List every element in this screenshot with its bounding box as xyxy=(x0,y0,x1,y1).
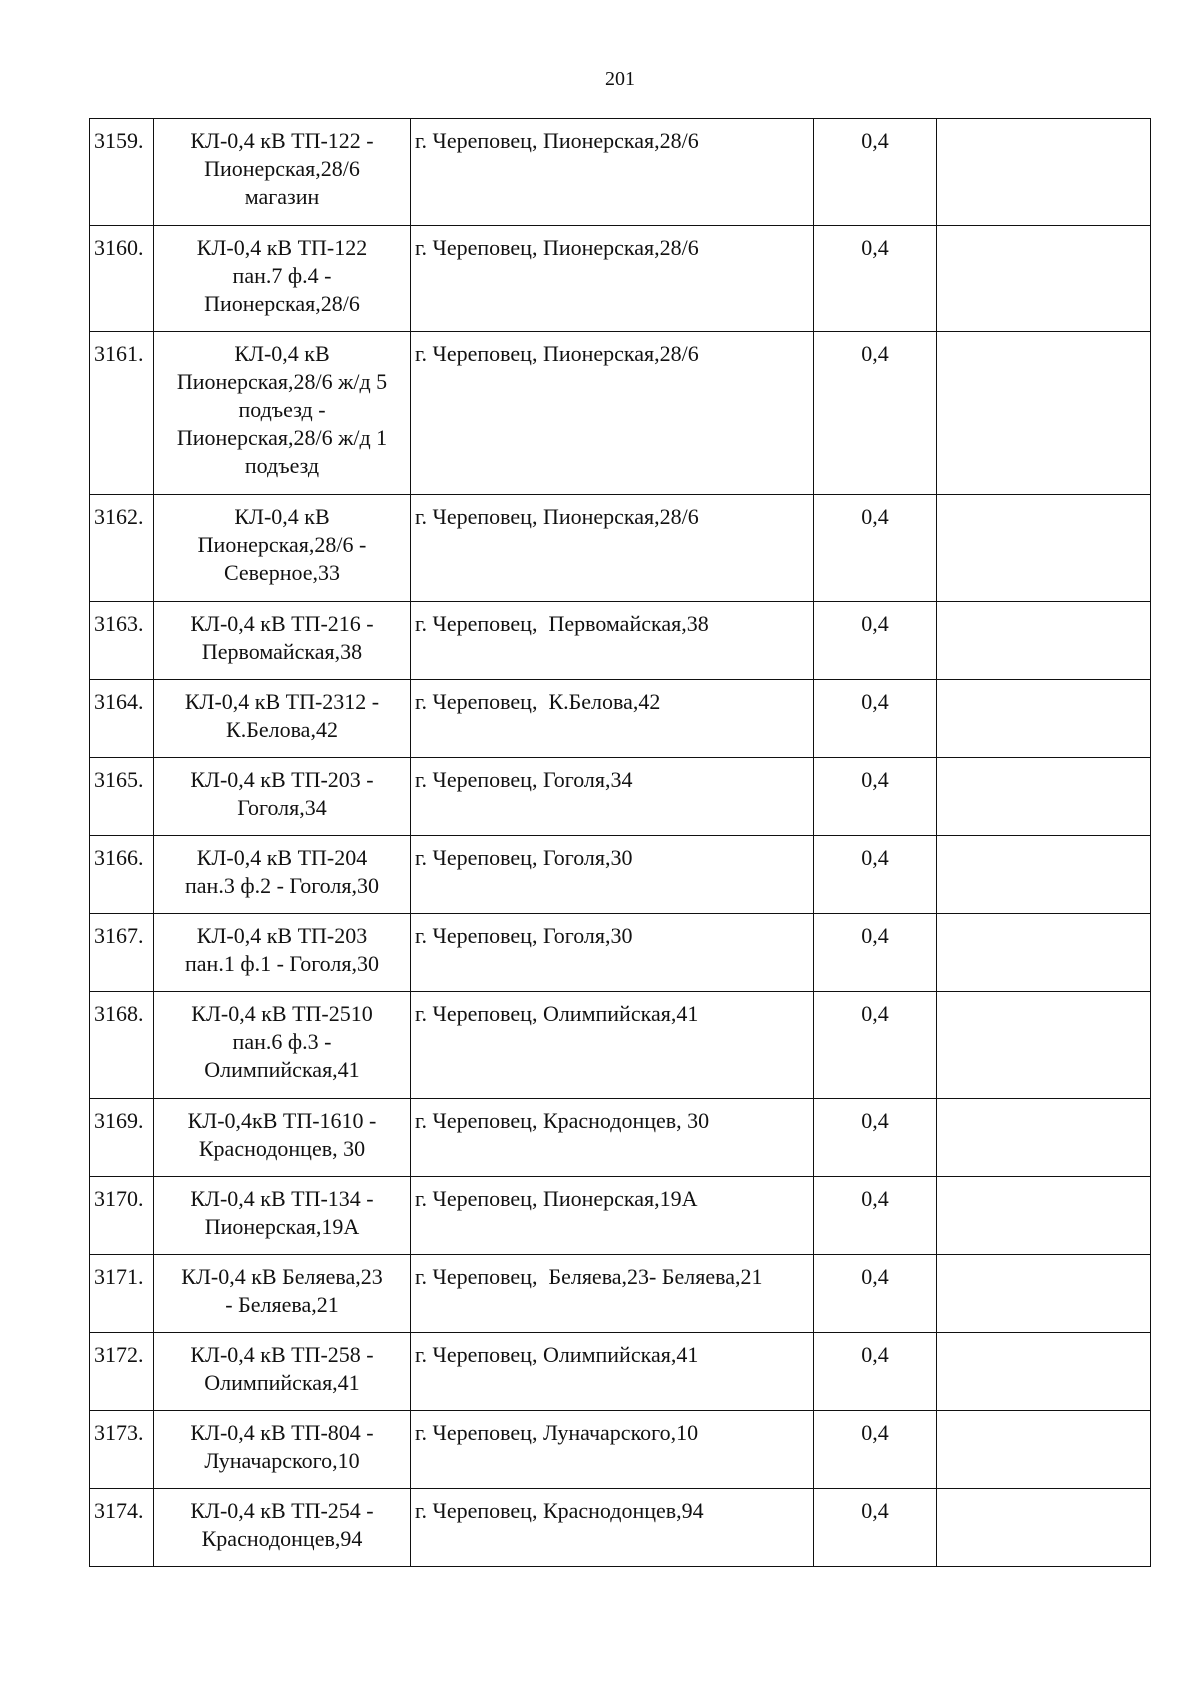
cable-line-name xyxy=(154,1177,411,1255)
cable-line-name-line: КЛ-0,4 кВ ТП-203 - xyxy=(190,767,374,792)
address: г. Череповец, Олимпийская,41 xyxy=(411,1333,814,1411)
cable-line-name-line: КЛ-0,4 кВ xyxy=(234,504,330,529)
cable-line-name xyxy=(154,1333,411,1411)
note-cell xyxy=(937,1255,1151,1333)
cable-line-name-line: Олимпийская,41 xyxy=(204,1370,360,1395)
cable-line-name-line: КЛ-0,4 кВ ТП-122 - xyxy=(190,128,374,153)
note-cell xyxy=(937,602,1151,680)
note-cell xyxy=(937,1099,1151,1177)
cable-line-name-line: КЛ-0,4 кВ ТП-122 xyxy=(196,235,368,260)
note-cell xyxy=(937,495,1151,602)
cable-line-name xyxy=(154,495,411,602)
row-number: 3159. xyxy=(90,119,154,226)
cable-line-name xyxy=(154,1489,411,1567)
table-row xyxy=(90,1255,1151,1333)
cable-line-name-line: пан.1 ф.1 - Гоголя,30 xyxy=(185,951,379,976)
cable-line-name xyxy=(154,602,411,680)
note-cell xyxy=(937,332,1151,495)
table-row xyxy=(90,836,1151,914)
cable-line-name-line: Пионерская,28/6 - xyxy=(197,532,367,557)
address: г. Череповец, К.Белова,42 xyxy=(411,680,814,758)
note-cell xyxy=(937,758,1151,836)
voltage-kv: 0,4 xyxy=(814,1177,937,1255)
voltage-kv: 0,4 xyxy=(814,1333,937,1411)
note-cell xyxy=(937,119,1151,226)
cable-line-name-line: КЛ-0,4 кВ ТП-134 - xyxy=(190,1186,374,1211)
note-cell xyxy=(937,1177,1151,1255)
table-body xyxy=(90,119,1151,1567)
voltage-kv: 0,4 xyxy=(814,758,937,836)
address: г. Череповец, Гоголя,34 xyxy=(411,758,814,836)
cable-line-name-line: КЛ-0,4 кВ ТП-216 - xyxy=(190,611,374,636)
table-row xyxy=(90,1411,1151,1489)
cable-line-name xyxy=(154,1099,411,1177)
note-cell xyxy=(937,992,1151,1099)
table-row xyxy=(90,495,1151,602)
cable-line-name-line: - Беляева,21 xyxy=(225,1292,339,1317)
note-cell xyxy=(937,1411,1151,1489)
voltage-kv: 0,4 xyxy=(814,226,937,332)
row-number: 3164. xyxy=(90,680,154,758)
cable-line-name-line: КЛ-0,4 кВ ТП-204 xyxy=(196,845,368,870)
cable-line-name-line: КЛ-0,4 кВ ТП-2510 xyxy=(191,1001,373,1026)
table-row xyxy=(90,992,1151,1099)
table-row xyxy=(90,758,1151,836)
cable-line-name-line: К.Белова,42 xyxy=(226,717,338,742)
cable-line-name-line: Первомайская,38 xyxy=(201,639,363,664)
address: г. Череповец, Краснодонцев,94 xyxy=(411,1489,814,1567)
voltage-kv: 0,4 xyxy=(814,602,937,680)
cable-line-name-line: КЛ-0,4 кВ ТП-804 - xyxy=(190,1420,374,1445)
cable-line-name-line: магазин xyxy=(244,184,320,209)
voltage-kv: 0,4 xyxy=(814,332,937,495)
voltage-kv: 0,4 xyxy=(814,680,937,758)
cable-line-name xyxy=(154,680,411,758)
address: г. Череповец, Пионерская,19А xyxy=(411,1177,814,1255)
note-cell xyxy=(937,1489,1151,1567)
cable-line-name-line: КЛ-0,4 кВ Беляева,23 xyxy=(181,1264,383,1289)
cable-line-name xyxy=(154,226,411,332)
cable-line-name xyxy=(154,758,411,836)
cable-line-name-line: пан.6 ф.3 - xyxy=(232,1029,332,1054)
row-number: 3171. xyxy=(90,1255,154,1333)
cable-line-name xyxy=(154,836,411,914)
cable-line-name-line: Пионерская,28/6 ж/д 5 xyxy=(176,369,388,394)
address: г. Череповец, Беляева,23- Беляева,21 xyxy=(411,1255,814,1333)
voltage-kv: 0,4 xyxy=(814,1099,937,1177)
cable-line-name-line: КЛ-0,4 кВ xyxy=(234,341,330,366)
cable-line-name-line: Краснодонцев, 30 xyxy=(198,1136,366,1161)
cable-line-name-line: Пионерская,28/6 xyxy=(204,156,360,181)
voltage-kv: 0,4 xyxy=(814,836,937,914)
table-row xyxy=(90,1489,1151,1567)
table-row xyxy=(90,680,1151,758)
table-row xyxy=(90,1333,1151,1411)
row-number: 3169. xyxy=(90,1099,154,1177)
voltage-kv: 0,4 xyxy=(814,914,937,992)
cable-line-name xyxy=(154,1411,411,1489)
table-row xyxy=(90,226,1151,332)
voltage-kv: 0,4 xyxy=(814,1411,937,1489)
note-cell xyxy=(937,836,1151,914)
row-number: 3167. xyxy=(90,914,154,992)
address: г. Череповец, Первомайская,38 xyxy=(411,602,814,680)
cable-line-name-line: Луначарского,10 xyxy=(204,1448,360,1473)
cable-line-name-line: пан.3 ф.2 - Гоголя,30 xyxy=(185,873,379,898)
row-number: 3172. xyxy=(90,1333,154,1411)
cable-line-name-line: Северное,33 xyxy=(223,560,341,585)
cable-line-name-line: КЛ-0,4кВ ТП-1610 - xyxy=(187,1108,377,1133)
cable-line-name-line: Пионерская,28/6 ж/д 1 xyxy=(176,425,388,450)
table-row xyxy=(90,119,1151,226)
cable-line-name-line: КЛ-0,4 кВ ТП-258 - xyxy=(190,1342,374,1367)
cable-line-name-line: Гоголя,34 xyxy=(237,795,327,820)
row-number: 3160. xyxy=(90,226,154,332)
note-cell xyxy=(937,1333,1151,1411)
row-number: 3163. xyxy=(90,602,154,680)
row-number: 3162. xyxy=(90,495,154,602)
cable-line-name xyxy=(154,992,411,1099)
address: г. Череповец, Гоголя,30 xyxy=(411,914,814,992)
row-number: 3173. xyxy=(90,1411,154,1489)
note-cell xyxy=(937,680,1151,758)
cable-line-name-line: КЛ-0,4 кВ ТП-2312 - xyxy=(184,689,380,714)
note-cell xyxy=(937,226,1151,332)
cable-line-name-line: КЛ-0,4 кВ ТП-254 - xyxy=(190,1498,374,1523)
voltage-kv: 0,4 xyxy=(814,1255,937,1333)
voltage-kv: 0,4 xyxy=(814,992,937,1099)
cable-line-name-line: Олимпийская,41 xyxy=(204,1057,360,1082)
address: г. Череповец, Олимпийская,41 xyxy=(411,992,814,1099)
row-number: 3170. xyxy=(90,1177,154,1255)
table-row xyxy=(90,332,1151,495)
row-number: 3166. xyxy=(90,836,154,914)
voltage-kv: 0,4 xyxy=(814,495,937,602)
page-number: 201 xyxy=(605,68,635,90)
row-number: 3168. xyxy=(90,992,154,1099)
cable-lines-table xyxy=(89,118,1151,1567)
voltage-kv: 0,4 xyxy=(814,119,937,226)
row-number: 3174. xyxy=(90,1489,154,1567)
address: г. Череповец, Пионерская,28/6 xyxy=(411,332,814,495)
cable-line-name xyxy=(154,119,411,226)
cable-line-name-line: Пионерская,19А xyxy=(204,1214,360,1239)
address: г. Череповец, Гоголя,30 xyxy=(411,836,814,914)
table-row xyxy=(90,914,1151,992)
address: г. Череповец, Пионерская,28/6 xyxy=(411,119,814,226)
table-row xyxy=(90,602,1151,680)
cable-line-name-line: подъезд xyxy=(244,453,320,478)
cable-line-name-line: пан.7 ф.4 - xyxy=(232,263,332,288)
cable-line-name xyxy=(154,332,411,495)
table-row xyxy=(90,1177,1151,1255)
address: г. Череповец, Пионерская,28/6 xyxy=(411,226,814,332)
cable-line-name-line: подъезд - xyxy=(238,397,326,422)
cable-line-name-line: Пионерская,28/6 xyxy=(204,291,360,316)
address: г. Череповец, Краснодонцев, 30 xyxy=(411,1099,814,1177)
note-cell xyxy=(937,914,1151,992)
cable-line-name xyxy=(154,1255,411,1333)
cable-line-name-line: КЛ-0,4 кВ ТП-203 xyxy=(196,923,368,948)
cable-line-name-line: Краснодонцев,94 xyxy=(201,1526,363,1551)
address: г. Череповец, Пионерская,28/6 xyxy=(411,495,814,602)
row-number: 3161. xyxy=(90,332,154,495)
row-number: 3165. xyxy=(90,758,154,836)
voltage-kv: 0,4 xyxy=(814,1489,937,1567)
table-row xyxy=(90,1099,1151,1177)
address: г. Череповец, Луначарского,10 xyxy=(411,1411,814,1489)
cable-line-name xyxy=(154,914,411,992)
